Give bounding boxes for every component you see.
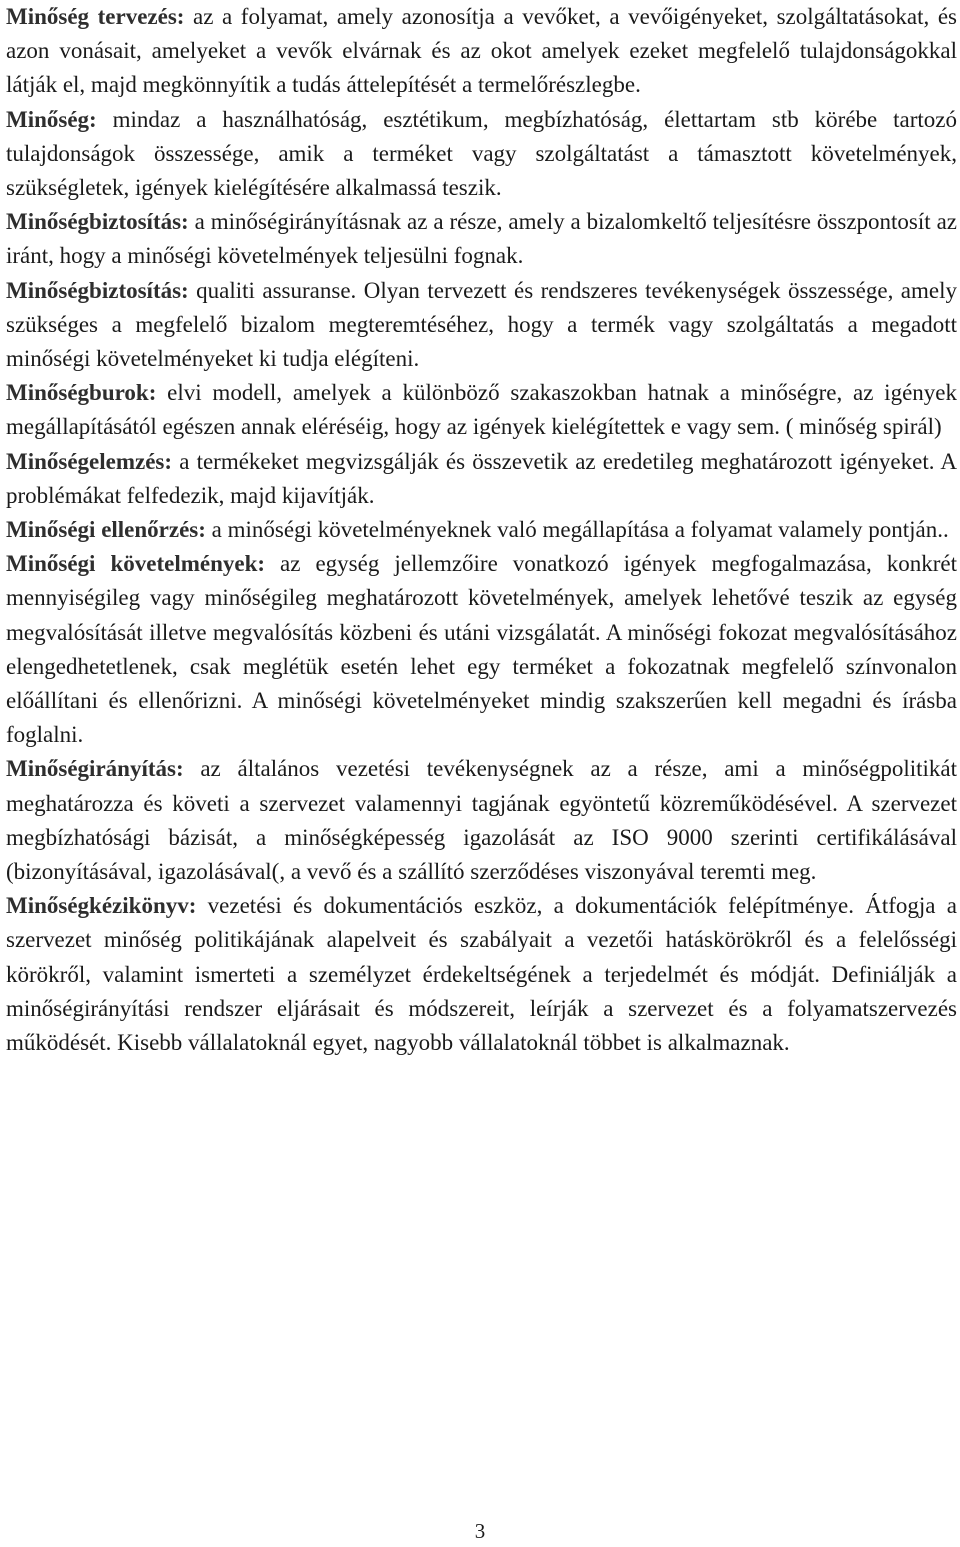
glossary-definition: az egység jellemzőire vonatkozó igények megfogalmazása, konkrét mennyiségileg vagy minőségileg meghatározott követelmények, amelyek lehetővé teszik az egység megvalósítását illetve megvalósítás közbeni és utáni vizsgálatát. A minőségi fokozat megvalósításához elengedhetetlenek, csak meglétük esetén lehet egy terméket a fokozatnak megfelelő színvonalon előállítani és ellenőrizni. A minőségi követelményeket mindig szakszerűen kell megadni és írásba foglalni. xyxy=(6,551,957,748)
glossary-term: Minőség tervezés: xyxy=(6,4,185,29)
glossary-definition: a minőségi követelményeknek való megállapítása a folyamat valamely pontján.. xyxy=(205,517,949,543)
glossary-entry-minosegbiztositas-2 xyxy=(6,274,957,377)
glossary-definition: qualiti assuranse. Olyan tervezett és rendszeres tevékenységek összessége, amely szükséges a megfelelő bizalom megteremtéséhez, hogy a termék vagy szolgáltatás a megadott minőségi követelményeket ki tudja elégíteni. xyxy=(6,277,957,372)
glossary-term: Minőségbiztosítás: xyxy=(6,209,189,235)
glossary-entry-minosegburok xyxy=(6,376,957,444)
glossary-definition: az általános vezetési tevékenységnek az a része, ami a minőségpolitikát meghatározza és követi a szervezet valamennyi tagjának egyöntetű közreműködésével. A szervezet megbízhatósági bázisát, a minőségképesség igazolását az ISO 9000 szerinti certifikálásával (bizonyításával, igazolásával(, a vevő és a szállító szerződéses viszonyával teremti meg. xyxy=(6,756,957,885)
glossary-definition: a termékeket megvizsgálják és összevetik az eredetileg meghatározott igényeket. A problémákat felfedezik, majd kijavítják. xyxy=(6,448,957,508)
glossary-entry-minosegi-kovetelmenyek xyxy=(6,547,957,752)
glossary-term: Minőségburok: xyxy=(6,380,157,406)
glossary-entry-minosegi-ellenorzes xyxy=(6,513,957,547)
glossary-definition: elvi modell, amelyek a különböző szakaszokban hatnak a minőségre, az igények megállapításától egészen annak eléréséig, hogy az igények kielégítettek e vagy sem. ( minőség spirál) xyxy=(6,380,957,440)
glossary-entry-minoseg xyxy=(6,103,957,206)
glossary-entry-minoseg-tervezes xyxy=(6,0,957,103)
glossary-term: Minőségkézikönyv: xyxy=(6,893,197,919)
glossary-entry-minosegiranyitas xyxy=(6,752,957,889)
glossary-definition: a minőségirányításnak az a része, amely a bizalomkeltő teljesítésre összpontosít az iránt, hogy a minőségi követelmények teljesülni fognak. xyxy=(6,209,957,269)
glossary-term: Minőségirányítás: xyxy=(6,756,184,782)
glossary-term: Minőségi követelmények: xyxy=(6,551,266,577)
glossary-term: Minőségbiztosítás: xyxy=(6,277,189,303)
glossary-term: Minőségelemzés: xyxy=(6,448,173,474)
glossary-definition: vezetési és dokumentációs eszköz, a dokumentációk felépítménye. Átfogja a szervezet minőség politikájának alapelveit és szabályait a vezetői hatáskörökről és a felelősségi körökről, valamint ismerteti a személyzet érdekeltségének a terjedelmét és módját. Definiálják a minőségirányítási rendszer eljárásait és módszereit, leírják a szervezet és a folyamatszervezés működését. Kisebb vállalatoknál egyet, nagyobb vállalatoknál többet is alkalmaznak. xyxy=(6,893,957,1056)
glossary-body xyxy=(6,0,957,1060)
glossary-definition: az a folyamat, amely azonosítja a vevőket, a vevőigényeket, szolgáltatásokat, és azon vonásait, amelyeket a vevők elvárnak és az okot amelyek ezeket megfelelő tulajdonságokkal látják el, majd megkönnyítik a tudás áttelepítését a termelőrészlegbe. xyxy=(6,4,957,98)
glossary-term: Minőség: xyxy=(6,106,97,132)
glossary-entry-minosegelemzes xyxy=(6,445,957,513)
glossary-entry-minosegkezikonyv xyxy=(6,889,957,1060)
glossary-entry-minosegbiztositas xyxy=(6,205,957,273)
page-number: 3 xyxy=(474,1519,486,1543)
glossary-term: Minőségi ellenőrzés: xyxy=(6,517,206,543)
glossary-definition: mindaz a használhatóság, esztétikum, megbízhatóság, élettartam stb körébe tartozó tulajdonságok összessége, amik a terméket vagy szolgáltatást a támasztott követelmények, szükségletek, igények kielégítésére alkalmassá teszik. xyxy=(6,106,957,201)
